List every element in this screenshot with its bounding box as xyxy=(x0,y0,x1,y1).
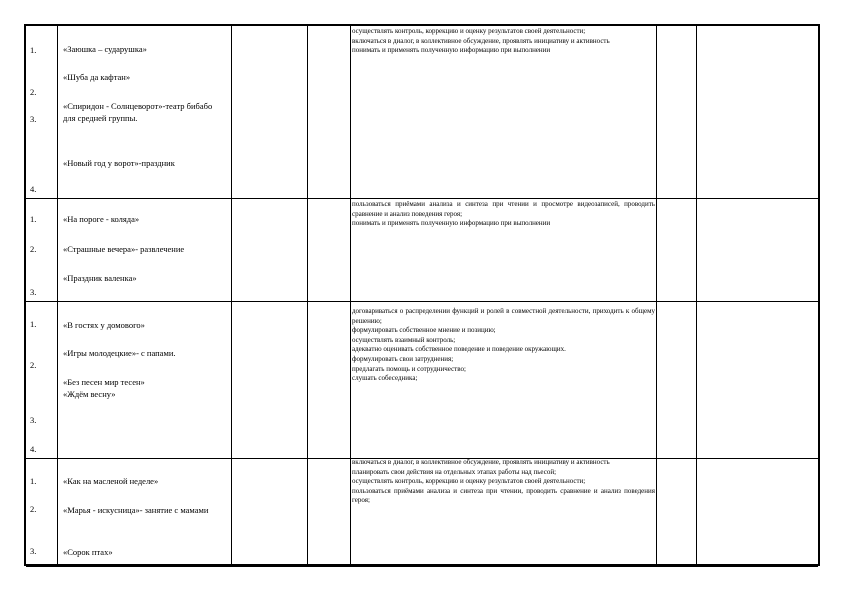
row-number: 4. xyxy=(30,444,37,454)
program-table xyxy=(24,24,820,566)
row-number: 4. xyxy=(30,184,37,194)
event-title: «Праздник валенка» xyxy=(63,273,137,283)
competency-list xyxy=(352,27,655,56)
event-title: «Страшные вечера»- развлечение xyxy=(63,244,185,254)
table-row xyxy=(26,301,818,459)
column-divider xyxy=(696,26,697,564)
event-title: «Спиридон - Солнцеворот»-театр бибабо для средней группы. xyxy=(63,101,213,123)
competency-item: осуществлять контроль, коррекцию и оценку результатов своей деятельности; xyxy=(352,27,586,35)
competency-item: планировать свои действия на отдельных этапах работы над пьесой; xyxy=(352,467,557,476)
column-divider xyxy=(231,26,232,564)
row-number: 2. xyxy=(30,360,37,370)
event-title: «Шуба да кафтан» xyxy=(63,72,131,82)
row-number: 3. xyxy=(30,114,37,124)
competency-item: формулировать собственное мнение и позицию; xyxy=(352,326,496,335)
competency-item: осуществлять контроль, коррекцию и оценку результатов своей деятельности; xyxy=(352,477,586,486)
event-title: «На пороге - коляда» xyxy=(63,214,140,224)
competency-item: формулировать свои затруднения; xyxy=(352,354,454,363)
competency-item: понимать и применять полученную информацию при выполнении xyxy=(352,219,551,228)
competency-item: включаться в диалог, в коллективное обсуждение, проявлять инициативу и активность xyxy=(352,36,610,45)
row-number: 3. xyxy=(30,287,37,297)
table-row xyxy=(26,458,818,567)
column-divider xyxy=(307,26,308,564)
competency-item: договариваться о распределении функций и ролей в совместной деятельности, приходить к общему решению; xyxy=(352,307,655,325)
competency-item: пользоваться приёмами анализа и синтеза при чтении, проводить сравнение и анализ поведения героя; xyxy=(352,486,655,505)
competency-item: включаться в диалог, в коллективное обсуждение, проявлять инициативу и активность xyxy=(352,458,610,466)
event-title: «Сорок птах» xyxy=(63,547,113,557)
event-title: «Игры молодецкие»- с папами. xyxy=(63,348,176,358)
competency-list xyxy=(352,307,655,384)
competency-item: понимать и применять полученную информацию при выполнении xyxy=(352,46,551,55)
competency-item: слушать собеседника; xyxy=(352,374,418,383)
column-divider xyxy=(350,26,351,564)
row-number: 1. xyxy=(30,476,37,486)
row-number: 3. xyxy=(30,546,37,556)
competency-item: адекватно оценивать собственное поведение и поведение окружающих. xyxy=(352,345,566,354)
event-title: «Без песен мир тесен» xyxy=(63,377,145,387)
competency-item: пользоваться приёмами анализа и синтеза при чтении и просмотре видеозаписей, проводить сравнение и анализ поведения героя; xyxy=(352,200,655,218)
row-number: 1. xyxy=(30,319,37,329)
row-number: 3. xyxy=(30,415,37,425)
competency-list xyxy=(352,458,655,506)
row-number: 1. xyxy=(30,45,37,55)
event-title: «Ждём весну» xyxy=(63,389,116,399)
table-row xyxy=(26,26,818,199)
competency-item: предлагать помощь и сотрудничество; xyxy=(352,364,466,373)
column-divider xyxy=(656,26,657,564)
competency-list xyxy=(352,200,655,229)
row-number: 1. xyxy=(30,214,37,224)
event-title: «В гостях у домового» xyxy=(63,320,145,330)
event-title: «Как на масленой неделе» xyxy=(63,476,159,486)
event-title: «Новый год у ворот»-праздник xyxy=(63,158,175,168)
competency-item: осуществлять взаимный контроль; xyxy=(352,335,456,344)
row-number: 2. xyxy=(30,87,37,97)
event-title: «Заюшка – сударушка» xyxy=(63,44,147,54)
column-divider xyxy=(57,26,58,564)
row-number: 2. xyxy=(30,504,37,514)
row-number: 2. xyxy=(30,244,37,254)
event-title: «Марья - искусница»- занятие с мамами xyxy=(63,505,209,515)
table-row xyxy=(26,198,818,302)
